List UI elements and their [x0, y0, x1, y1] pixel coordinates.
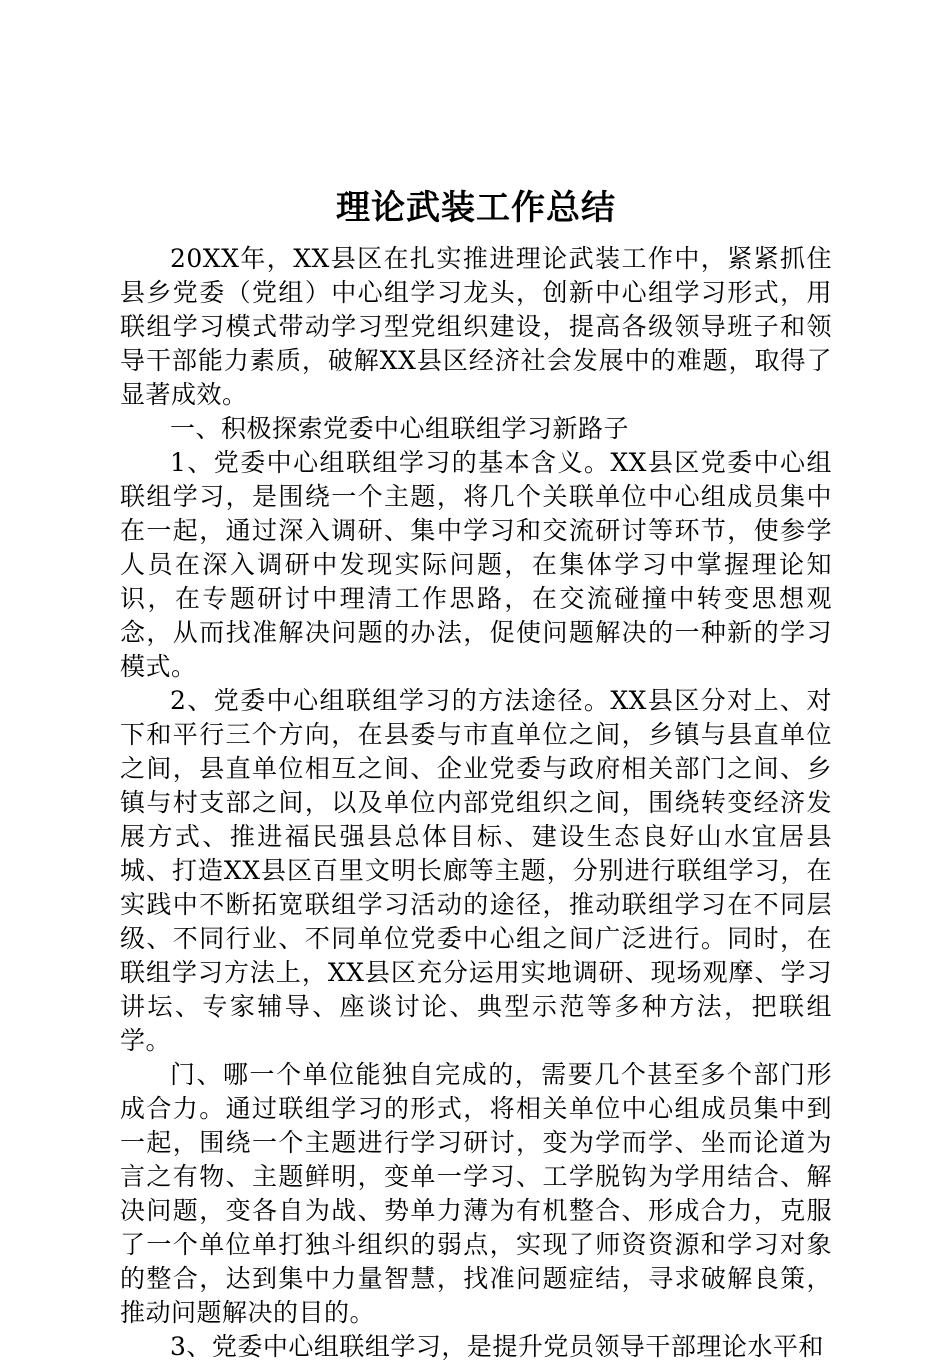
paragraph-basic-meaning: 1、党委中心组联组学习的基本含义。XX县区党委中心组联组学习，是围绕一个主题，将几个关联单位中心组成员集中在一起，通过深入调研、集中学习和交流研讨等环节，使参学人员在深入调研中发现实际问题，在集体学习中掌握理论知识，在专题研讨中理清工作思路，在交流碰撞中转变思想观念，从而找准解决问题的办法，促使问题解决的一种新的学习模式。	[120, 448, 832, 681]
paragraph-methods: 2、党委中心组联组学习的方法途径。XX县区分对上、对下和平行三个方向，在县委与市直单位之间，乡镇与县直单位之间，县直单位相互之间、企业党委与政府相关部门之间、乡镇与村支部之间，以及单位内部党组织之间，围绕转变经济发展方式、推进福民强县总体目标、建设生态良好山水宜居县城、打造XX县区百里文明长廊等主题，分别进行联组学习，在实践中不断拓宽联组学习活动的途径，推动联组学习在不同层级、不同行业、不同单位党委中心组之间广泛进行。同时，在联组学习方法上，XX县区充分运用实地调研、现场观摩、学习讲坛、专家辅导、座谈讨论、典型示范等多种方法，把联组学。	[120, 686, 832, 1055]
document-body	[120, 180, 832, 1364]
paragraph-point-3: 3、党委中心组联组学习，是提升党员领导干部理论水平和	[170, 1332, 824, 1361]
section-heading-1: 一、积极探索党委中心组联组学习新路子	[170, 414, 630, 443]
document-title: 理论武装工作总结	[336, 188, 616, 228]
intro-paragraph: 20XX年，XX县区在扎实推进理论武装工作中，紧紧抓住县乡党委（党组）中心组学习龙头，创新中心组学习形式，用联组学习模式带动学习型党组织建设，提高各级领导班子和领导干部能力素质，破解XX县区经济社会发展中的难题，取得了显著成效。	[120, 244, 832, 409]
paragraph-joint-effort: 门、哪一个单位能独自完成的，需要几个甚至多个部门形成合力。通过联组学习的形式，将相关单位中心组成员集中到一起，围绕一个主题进行学习研讨，变为学而学、坐而论道为言之有物、主题鲜明，变单一学习、工学脱钩为学用结合、解决问题，变各自为战、势单力薄为有机整合、形成合力，克服了一个单位单打独斗组织的弱点，实现了师资资源和学习对象的整合，达到集中力量智慧，找准问题症结，寻求破解良策，推动问题解决的目的。	[120, 1060, 832, 1327]
